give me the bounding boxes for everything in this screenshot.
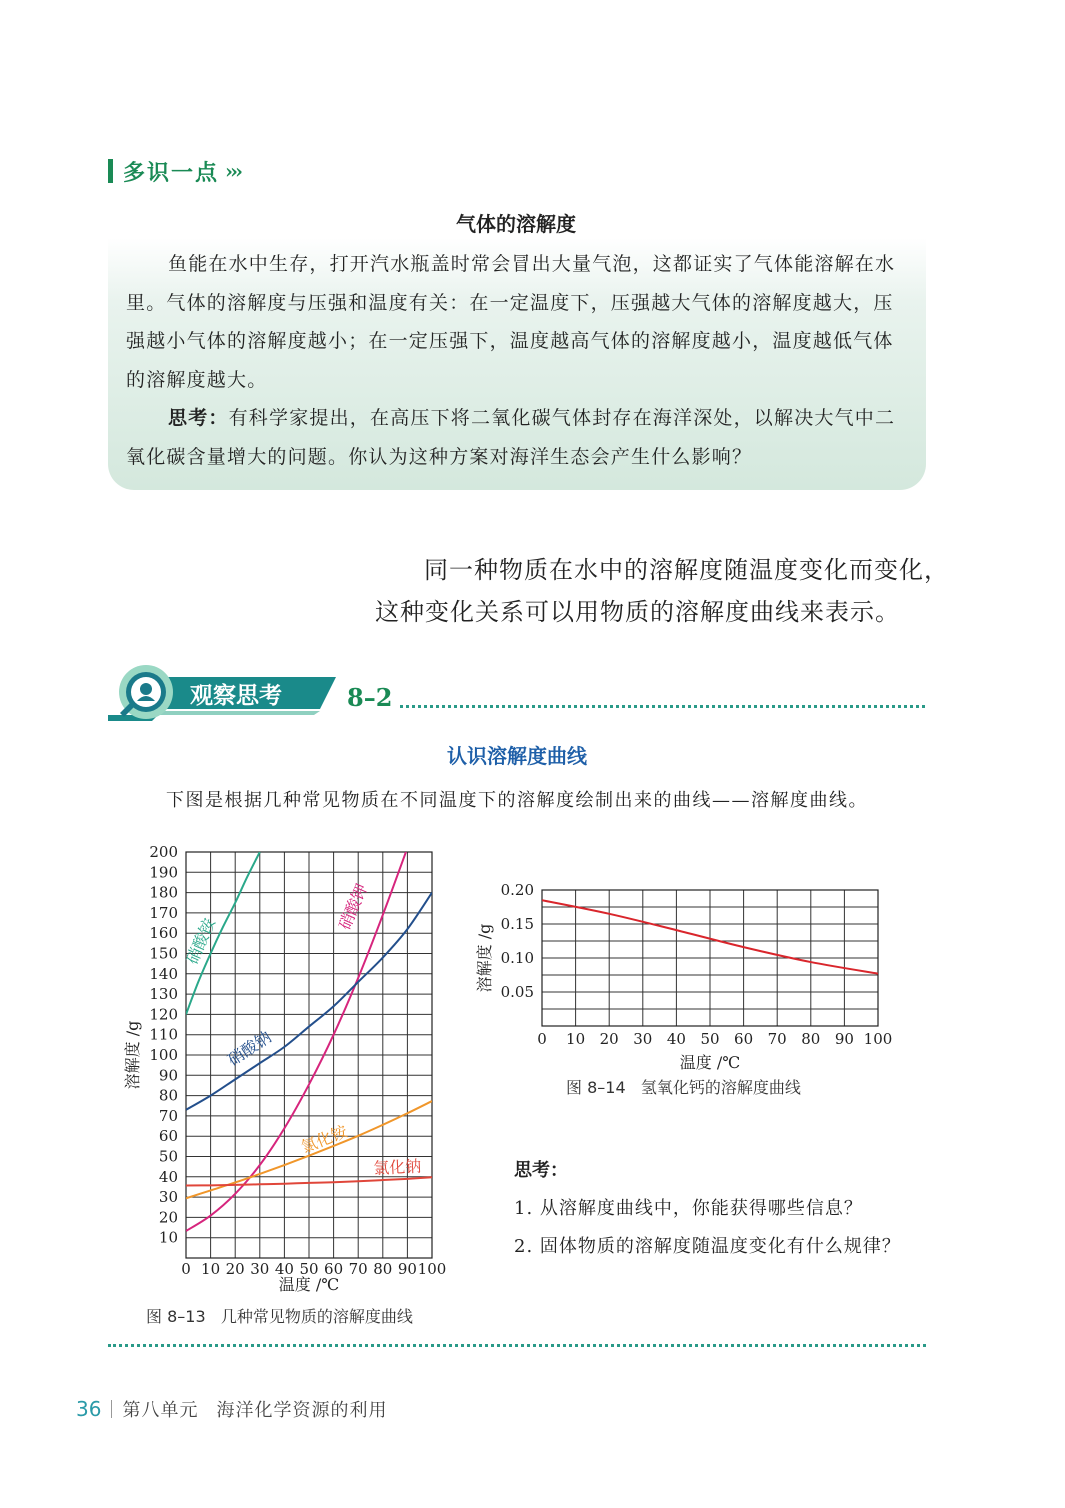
chart2-caption: 氢氧化钙的溶解度曲线 [640,1078,801,1097]
x-tick-label: 0 [181,1260,191,1278]
y-tick-label: 80 [158,1086,178,1105]
chart2-xlabel: 温度 /℃ [679,1053,741,1072]
y-tick-label: 40 [158,1167,178,1186]
x-tick-label: 40 [274,1260,294,1278]
footer-title: 海洋化学资源的利用 [216,1400,388,1421]
question-2: 2. 固体物质的溶解度随温度变化有什么规律？ [514,1236,901,1257]
series-label-2: 硝酸钠 [224,1027,275,1070]
series-label-0: 硝酸铵 [182,915,219,967]
chart1-figure-number: 图 8–13 [146,1307,206,1326]
header-bar [108,159,113,183]
question-1: 1. 从溶解度曲线中，你能获得哪些信息？ [514,1198,863,1219]
observe-label: 观察思考 [190,683,282,709]
chart2-figure-number: 图 8–14 [566,1078,626,1097]
x-tick-label: 30 [633,1030,653,1048]
y-tick-label: 120 [149,1005,178,1024]
y-tick-label: 10 [158,1228,178,1247]
y-tick-label: 20 [158,1208,178,1227]
y-tick-label: 0.05 [500,983,534,1001]
chart2-ylabel: 溶解度 /g [475,923,494,993]
x-tick-label: 80 [801,1030,821,1048]
x-tick-label: 20 [599,1030,619,1048]
lead-line-1: 同一种物质在水中的溶解度随温度变化而变化， [424,556,949,584]
y-tick-label: 90 [158,1066,178,1085]
y-tick-label: 70 [158,1106,178,1125]
chevron-right-icon: ››› [225,159,241,183]
page-number: 36 [76,1397,102,1421]
x-tick-label: 70 [767,1030,787,1048]
magnifier-icon [119,665,173,719]
y-tick-label: 0.15 [500,915,534,933]
think-label: 思考： [168,407,229,429]
x-tick-label: 30 [250,1260,270,1278]
y-tick-label: 190 [149,863,178,882]
chart-calcium-hydroxide [472,880,902,1075]
y-tick-label: 0.10 [500,949,534,967]
chart1-ylabel: 溶解度 /g [123,1020,142,1090]
y-tick-label: 30 [158,1188,178,1207]
box-think [126,399,908,476]
y-tick-label: 0.20 [500,881,534,899]
chart1-caption: 几种常见物质的溶解度曲线 [220,1307,413,1326]
x-tick-label: 90 [834,1030,854,1048]
bottom-dotted-divider [108,1344,926,1347]
y-tick-label: 150 [149,944,178,963]
section-title: 认识溶解度曲线 [447,744,587,768]
y-tick-label: 200 [149,843,178,861]
x-tick-label: 70 [348,1260,368,1278]
y-tick-label: 60 [158,1127,178,1146]
box-paragraph: 鱼能在水中生存，打开汽水瓶盖时常会冒出大量气泡，这都证实了气体能溶解在水里。气体的溶解度与压强和温度有关：在一定温度下，压强越大气体的溶解度越大，压强越小气体的溶解度越小；在一定压强下，温度越高气体的溶解度越小，温度越低气体的溶解度越大。 [126,253,896,391]
x-tick-label: 100 [417,1260,447,1278]
x-tick-label: 60 [324,1260,344,1278]
series-label-1: 硝酸钾 [334,880,372,933]
y-tick-label: 110 [149,1025,178,1044]
y-tick-label: 170 [149,903,178,922]
think-text: 有科学家提出，在高压下将二氧化碳气体封存在海洋深处，以解决大气中二氧化碳含量增大的问题。你认为这种方案对海洋生态会产生什么影响？ [126,407,896,468]
observe-banner [108,665,338,721]
x-tick-label: 50 [299,1260,319,1278]
chart-multi-solubility [108,838,458,1298]
x-tick-label: 10 [201,1260,221,1278]
chart2-y-ticks [501,881,534,1001]
dotted-divider [400,705,925,708]
know-more-title: 多识一点 [123,160,220,186]
x-tick-label: 20 [225,1260,245,1278]
x-tick-label: 40 [666,1030,686,1048]
know-more-text [126,245,908,476]
footer-separator [111,1400,112,1418]
box-title: 气体的溶解度 [456,212,576,236]
chart2-x-ticks [537,1030,892,1048]
x-tick-label: 100 [863,1030,893,1048]
y-tick-label: 50 [158,1147,178,1166]
chart1-series-labels [182,881,421,1178]
x-tick-label: 80 [373,1260,393,1278]
x-tick-label: 0 [537,1030,547,1048]
know-more-header [108,156,240,186]
chart2-caption-wrap [566,1075,801,1098]
footer-unit: 第八单元 [122,1400,199,1421]
chart1-grid [186,852,432,1258]
series-label-4: 氯化钠 [372,1156,422,1178]
lead-line-2: 这种变化关系可以用物质的溶解度曲线来表示。 [375,598,900,626]
x-tick-label: 10 [566,1030,586,1048]
y-tick-label: 100 [149,1046,178,1064]
think-heading: 思考： [514,1160,568,1181]
intro-text: 下图是根据几种常见物质在不同温度下的溶解度绘制出来的曲线——溶解度曲线。 [166,790,868,811]
y-tick-label: 130 [149,985,178,1004]
x-tick-label: 60 [734,1030,754,1048]
y-tick-label: 160 [149,924,178,943]
chart1-caption-wrap [146,1304,413,1327]
chart1-xlabel: 温度 /℃ [278,1275,340,1294]
x-tick-label: 50 [700,1030,720,1048]
observe-number: 8–2 [347,683,393,712]
x-tick-label: 90 [397,1260,417,1278]
page-footer [76,1396,387,1422]
y-tick-label: 180 [149,883,178,902]
series-label-3: 氯化铵 [298,1121,351,1157]
chart1-y-ticks [149,843,178,1247]
y-tick-label: 140 [149,964,178,983]
